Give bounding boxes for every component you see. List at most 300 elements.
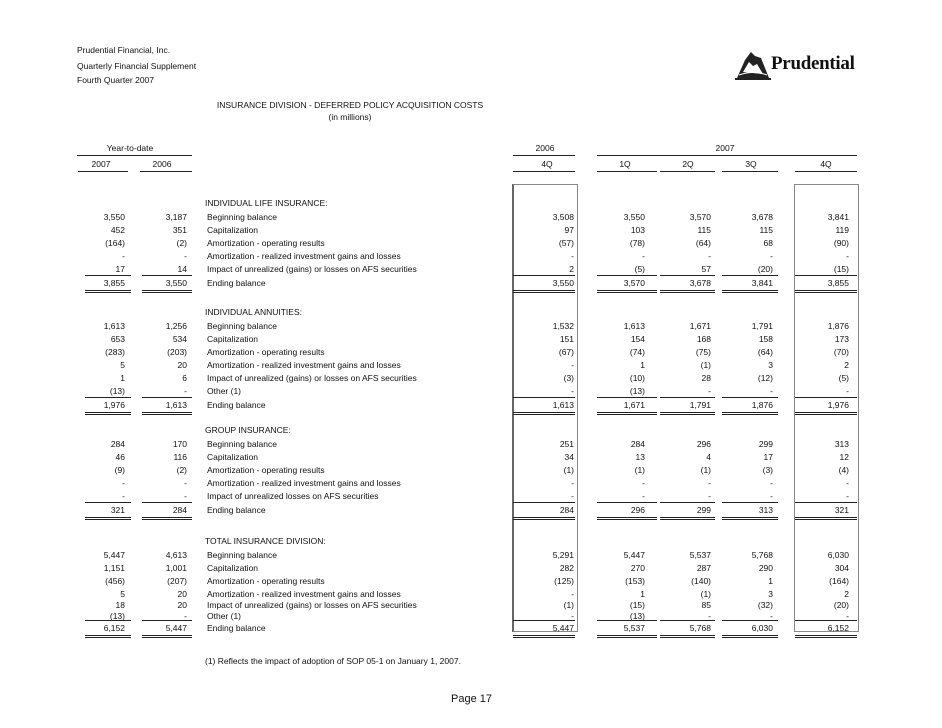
double-underline — [142, 635, 192, 636]
double-underline — [85, 637, 131, 638]
total-label: Ending balance — [207, 623, 266, 633]
table-cell: - — [571, 491, 574, 501]
table-cell: (64) — [695, 238, 711, 248]
table-cell: - — [770, 478, 773, 488]
table-cell: (5) — [634, 264, 645, 274]
subtotal-rule — [660, 275, 715, 276]
double-underline — [795, 519, 857, 520]
table-cell: - — [708, 491, 711, 501]
table-cell: 1,151 — [103, 563, 125, 573]
double-underline — [722, 635, 778, 636]
double-underline — [513, 414, 575, 415]
table-cell: - — [122, 491, 125, 501]
double-underline — [513, 519, 575, 520]
table-cell: (456) — [105, 576, 125, 586]
report-period: Fourth Quarter 2007 — [77, 75, 155, 85]
double-underline — [795, 290, 857, 291]
table-cell: (20) — [833, 600, 849, 610]
total-cell: 321 — [834, 505, 849, 515]
table-cell: - — [846, 491, 849, 501]
table-cell: 1,613 — [623, 321, 645, 331]
year-2006-header: 2006 — [535, 143, 555, 153]
table-cell: 13 — [635, 452, 645, 462]
double-underline — [513, 290, 575, 291]
table-cell: (283) — [105, 347, 125, 357]
table-cell: - — [642, 251, 645, 261]
table-cell: - — [184, 611, 187, 621]
ytd-year-header: 2006 — [152, 159, 172, 169]
double-underline — [85, 519, 131, 520]
total-cell: 296 — [630, 505, 645, 515]
page-title: INSURANCE DIVISION - DEFERRED POLICY ACQUISITION COSTS — [216, 100, 484, 110]
table-cell: 1,532 — [552, 321, 574, 331]
table-cell: 170 — [172, 439, 187, 449]
table-cell: 20 — [177, 600, 187, 610]
total-cell: 6,030 — [751, 623, 773, 633]
table-cell: 154 — [630, 334, 645, 344]
total-cell: 5,447 — [552, 623, 574, 633]
total-cell: 5,537 — [623, 623, 645, 633]
subtotal-rule — [597, 397, 657, 398]
quarter-header: 4Q — [820, 159, 832, 169]
table-cell: 304 — [834, 563, 849, 573]
total-label: Ending balance — [207, 278, 266, 288]
double-underline — [795, 414, 857, 415]
double-underline — [722, 412, 778, 413]
table-cell: 1,671 — [689, 321, 711, 331]
table-cell: 116 — [173, 452, 187, 462]
subtotal-rule — [795, 502, 857, 503]
table-cell: 251 — [559, 439, 574, 449]
table-cell: - — [571, 611, 574, 621]
total-cell: 313 — [758, 505, 773, 515]
double-underline — [722, 290, 778, 291]
table-cell: - — [122, 478, 125, 488]
table-cell: (75) — [695, 347, 711, 357]
total-cell: 1,976 — [103, 400, 125, 410]
table-cell: 85 — [701, 600, 711, 610]
table-cell: 4 — [706, 452, 711, 462]
table-cell: - — [571, 589, 574, 599]
quarter-header-rule — [795, 171, 857, 172]
table-cell: (5) — [838, 373, 849, 383]
table-cell: 119 — [835, 225, 849, 235]
subtotal-rule — [85, 620, 131, 621]
quarter-header: 2Q — [682, 159, 694, 169]
table-cell: (15) — [833, 264, 849, 274]
row-label: Impact of unrealized losses on AFS securities — [207, 491, 379, 501]
row-label: Amortization - operating results — [207, 465, 325, 475]
table-cell: (3) — [762, 465, 773, 475]
table-cell: (140) — [691, 576, 711, 586]
table-cell: (4) — [838, 465, 849, 475]
table-cell: 2 — [844, 360, 849, 370]
subtotal-rule — [795, 620, 857, 621]
table-cell: (13) — [109, 611, 125, 621]
table-cell: 5,768 — [751, 550, 773, 560]
subtotal-rule — [142, 397, 192, 398]
total-cell: 3,855 — [827, 278, 849, 288]
ytd-year-rule — [140, 171, 192, 172]
double-underline — [795, 517, 857, 518]
row-label: Capitalization — [207, 225, 259, 235]
double-underline — [85, 414, 131, 415]
table-cell: 168 — [696, 334, 711, 344]
section-title: TOTAL INSURANCE DIVISION: — [205, 536, 326, 546]
table-cell: 17 — [763, 452, 773, 462]
table-cell: 2 — [569, 264, 574, 274]
table-cell: (203) — [167, 347, 187, 357]
subtotal-rule — [85, 275, 131, 276]
table-cell: 5 — [120, 589, 125, 599]
total-cell: 1,613 — [552, 400, 574, 410]
subtotal-rule — [513, 502, 575, 503]
table-cell: 28 — [701, 373, 711, 383]
table-cell: 3,678 — [751, 212, 773, 222]
quarter-header: 3Q — [745, 159, 757, 169]
table-cell: (1) — [700, 589, 711, 599]
double-underline — [142, 290, 192, 291]
table-cell: - — [708, 611, 711, 621]
table-cell: 1,256 — [165, 321, 187, 331]
double-underline — [142, 412, 192, 413]
row-label: Amortization - operating results — [207, 238, 325, 248]
row-label: Capitalization — [207, 334, 259, 344]
table-cell: (125) — [554, 576, 574, 586]
double-underline — [85, 290, 131, 291]
table-cell: (57) — [558, 238, 574, 248]
table-cell: 20 — [177, 360, 187, 370]
quarter-header: 4Q — [541, 159, 553, 169]
quarter-header-rule — [513, 171, 575, 172]
table-cell: (2) — [176, 238, 187, 248]
table-cell: (10) — [629, 373, 645, 383]
total-cell: 284 — [559, 505, 574, 515]
double-underline — [795, 637, 857, 638]
table-cell: 653 — [110, 334, 125, 344]
row-label: Impact of unrealized (gains) or losses on AFS securities — [207, 264, 417, 274]
row-label: Amortization - realized investment gains and losses — [207, 478, 401, 488]
quarter-header-rule — [722, 171, 778, 172]
double-underline — [513, 635, 575, 636]
double-underline — [660, 635, 715, 636]
total-cell: 3,550 — [552, 278, 574, 288]
section-title: GROUP INSURANCE: — [205, 425, 291, 435]
double-underline — [722, 292, 778, 293]
table-cell: 2 — [844, 589, 849, 599]
row-label: Other (1) — [207, 386, 242, 396]
row-label: Amortization - realized investment gains and losses — [207, 360, 401, 370]
double-underline — [660, 519, 715, 520]
quarter-header-rule — [597, 171, 657, 172]
table-cell: 5,291 — [552, 550, 574, 560]
row-label: Beginning balance — [207, 321, 277, 331]
double-underline — [597, 635, 657, 636]
double-underline — [722, 637, 778, 638]
total-cell: 1,791 — [689, 400, 711, 410]
subtotal-rule — [597, 620, 657, 621]
double-underline — [597, 517, 657, 518]
table-cell: 284 — [630, 439, 645, 449]
table-cell: 1,876 — [827, 321, 849, 331]
total-cell: 3,678 — [689, 278, 711, 288]
section-title: INDIVIDUAL ANNUITIES: — [205, 307, 302, 317]
double-underline — [513, 517, 575, 518]
total-cell: 3,855 — [103, 278, 125, 288]
table-cell: (153) — [625, 576, 645, 586]
table-cell: 14 — [177, 264, 187, 274]
table-cell: 534 — [172, 334, 187, 344]
table-cell: 103 — [630, 225, 645, 235]
row-label: Amortization - realized investment gains and losses — [207, 589, 401, 599]
double-underline — [513, 412, 575, 413]
total-cell: 284 — [172, 505, 187, 515]
table-cell: 46 — [115, 452, 125, 462]
table-cell: - — [708, 386, 711, 396]
table-cell: - — [571, 251, 574, 261]
table-cell: 3,187 — [165, 212, 187, 222]
double-underline — [660, 517, 715, 518]
subtotal-rule — [722, 502, 778, 503]
year-2007-rule — [597, 155, 857, 156]
total-cell: 3,550 — [165, 278, 187, 288]
double-underline — [660, 414, 715, 415]
subtotal-rule — [513, 620, 575, 621]
table-cell: 17 — [115, 264, 125, 274]
table-cell: 290 — [758, 563, 773, 573]
double-underline — [85, 635, 131, 636]
table-cell: 1 — [768, 576, 773, 586]
subtotal-rule — [660, 397, 715, 398]
double-underline — [795, 412, 857, 413]
double-underline — [597, 414, 657, 415]
total-cell: 299 — [696, 505, 711, 515]
table-cell: (20) — [757, 264, 773, 274]
table-cell: 1 — [640, 589, 645, 599]
rock-of-gibraltar-icon — [735, 48, 771, 80]
table-cell: (12) — [757, 373, 773, 383]
ytd-year-header: 2007 — [91, 159, 111, 169]
table-cell: (1) — [563, 465, 574, 475]
table-cell: (32) — [757, 600, 773, 610]
subtotal-rule — [795, 275, 857, 276]
double-underline — [142, 292, 192, 293]
subtotal-rule — [722, 620, 778, 621]
subtotal-rule — [142, 620, 192, 621]
table-cell: 287 — [696, 563, 711, 573]
table-cell: 18 — [115, 600, 125, 610]
table-cell: 57 — [701, 264, 711, 274]
double-underline — [597, 519, 657, 520]
table-cell: - — [708, 478, 711, 488]
table-cell: 452 — [110, 225, 125, 235]
subtotal-rule — [795, 397, 857, 398]
table-cell: 115 — [697, 225, 711, 235]
year-2006-rule — [513, 155, 575, 156]
table-cell: - — [571, 360, 574, 370]
table-cell: 4,613 — [165, 550, 187, 560]
table-cell: 151 — [559, 334, 574, 344]
table-cell: 12 — [839, 452, 849, 462]
table-cell: 3,841 — [827, 212, 849, 222]
ytd-header: Year-to-date — [106, 143, 154, 153]
table-cell: - — [184, 478, 187, 488]
row-label: Other (1) — [207, 611, 242, 621]
table-cell: 351 — [172, 225, 187, 235]
table-cell: 270 — [630, 563, 645, 573]
table-cell: - — [571, 386, 574, 396]
table-cell: 299 — [758, 439, 773, 449]
double-underline — [513, 292, 575, 293]
table-cell: - — [770, 251, 773, 261]
double-underline — [85, 412, 131, 413]
table-cell: (9) — [114, 465, 125, 475]
table-cell: 5 — [120, 360, 125, 370]
double-underline — [597, 412, 657, 413]
table-cell: 3,570 — [689, 212, 711, 222]
total-cell: 1,976 — [827, 400, 849, 410]
total-cell: 6,152 — [103, 623, 125, 633]
subtotal-rule — [597, 275, 657, 276]
total-cell: 3,570 — [623, 278, 645, 288]
table-cell: 282 — [559, 563, 574, 573]
double-underline — [597, 290, 657, 291]
table-cell: (15) — [629, 600, 645, 610]
row-label: Capitalization — [207, 452, 259, 462]
table-cell: - — [642, 478, 645, 488]
total-cell: 1,876 — [751, 400, 773, 410]
double-underline — [597, 637, 657, 638]
ytd-header-rule — [77, 155, 192, 156]
table-cell: 3 — [768, 360, 773, 370]
table-cell: - — [846, 251, 849, 261]
double-underline — [142, 519, 192, 520]
total-label: Ending balance — [207, 400, 266, 410]
table-cell: 5,447 — [623, 550, 645, 560]
table-cell: 68 — [763, 238, 773, 248]
table-cell: - — [184, 491, 187, 501]
double-underline — [142, 517, 192, 518]
table-cell: 115 — [759, 225, 773, 235]
row-label: Beginning balance — [207, 439, 277, 449]
table-cell: - — [571, 478, 574, 488]
table-cell: (64) — [757, 347, 773, 357]
total-cell: 6,152 — [827, 623, 849, 633]
total-label: Ending balance — [207, 505, 266, 515]
total-cell: 5,447 — [165, 623, 187, 633]
subtotal-rule — [597, 502, 657, 503]
section-title: INDIVIDUAL LIFE INSURANCE: — [205, 198, 328, 208]
subtotal-rule — [513, 397, 575, 398]
double-underline — [513, 637, 575, 638]
subtotal-rule — [660, 502, 715, 503]
table-cell: - — [122, 251, 125, 261]
table-cell: - — [770, 386, 773, 396]
subtotal-rule — [513, 275, 575, 276]
logo-wordmark: Prudential — [771, 53, 855, 74]
double-underline — [660, 290, 715, 291]
table-cell: - — [184, 251, 187, 261]
table-cell: 6 — [182, 373, 187, 383]
total-cell: 5,768 — [689, 623, 711, 633]
double-underline — [142, 637, 192, 638]
total-cell: 3,841 — [751, 278, 773, 288]
table-cell: 6,030 — [827, 550, 849, 560]
double-underline — [660, 292, 715, 293]
double-underline — [660, 412, 715, 413]
subtotal-rule — [85, 397, 131, 398]
table-cell: (90) — [833, 238, 849, 248]
double-underline — [795, 635, 857, 636]
subtotal-rule — [660, 620, 715, 621]
row-label: Beginning balance — [207, 212, 277, 222]
row-label: Amortization - operating results — [207, 576, 325, 586]
table-cell: - — [846, 386, 849, 396]
table-cell: (13) — [109, 386, 125, 396]
table-cell: - — [846, 478, 849, 488]
table-cell: (67) — [558, 347, 574, 357]
row-label: Impact of unrealized (gains) or losses on AFS securities — [207, 600, 417, 610]
footnote: (1) Reflects the impact of adoption of SOP 05-1 on January 1, 2007. — [205, 656, 461, 666]
table-cell: (164) — [829, 576, 849, 586]
double-underline — [722, 519, 778, 520]
ytd-year-rule — [78, 171, 128, 172]
table-cell: 1 — [640, 360, 645, 370]
total-cell: 321 — [110, 505, 125, 515]
table-cell: 3,550 — [103, 212, 125, 222]
table-cell: - — [184, 386, 187, 396]
table-cell: - — [770, 491, 773, 501]
table-cell: 173 — [834, 334, 849, 344]
table-cell: 1,001 — [165, 563, 187, 573]
table-cell: (1) — [563, 600, 574, 610]
table-cell: 20 — [177, 589, 187, 599]
double-underline — [85, 517, 131, 518]
double-underline — [597, 292, 657, 293]
table-cell: 5,447 — [103, 550, 125, 560]
double-underline — [795, 292, 857, 293]
table-cell: (1) — [700, 360, 711, 370]
subtotal-rule — [85, 502, 131, 503]
table-cell: (13) — [629, 386, 645, 396]
page-subtitle: (in millions) — [328, 112, 372, 122]
table-cell: 3,508 — [552, 212, 574, 222]
table-cell: (1) — [700, 465, 711, 475]
row-label: Amortization - realized investment gains and losses — [207, 251, 401, 261]
double-underline — [660, 637, 715, 638]
table-cell: 284 — [110, 439, 125, 449]
table-cell: 313 — [834, 439, 849, 449]
table-cell: 1,613 — [103, 321, 125, 331]
year-2007-header: 2007 — [715, 143, 735, 153]
report-name: Quarterly Financial Supplement — [77, 61, 197, 71]
table-cell: (13) — [629, 611, 645, 621]
subtotal-rule — [722, 275, 778, 276]
table-cell: (164) — [105, 238, 125, 248]
double-underline — [722, 414, 778, 415]
subtotal-rule — [722, 397, 778, 398]
double-underline — [85, 292, 131, 293]
table-cell: 34 — [564, 452, 574, 462]
table-cell: (2) — [176, 465, 187, 475]
table-cell: (78) — [629, 238, 645, 248]
page-number: Page 17 — [451, 693, 492, 705]
table-cell: 3 — [768, 589, 773, 599]
table-cell: 158 — [758, 334, 773, 344]
table-cell: (207) — [167, 576, 187, 586]
table-cell: 97 — [564, 225, 574, 235]
prudential-logo — [735, 44, 860, 84]
